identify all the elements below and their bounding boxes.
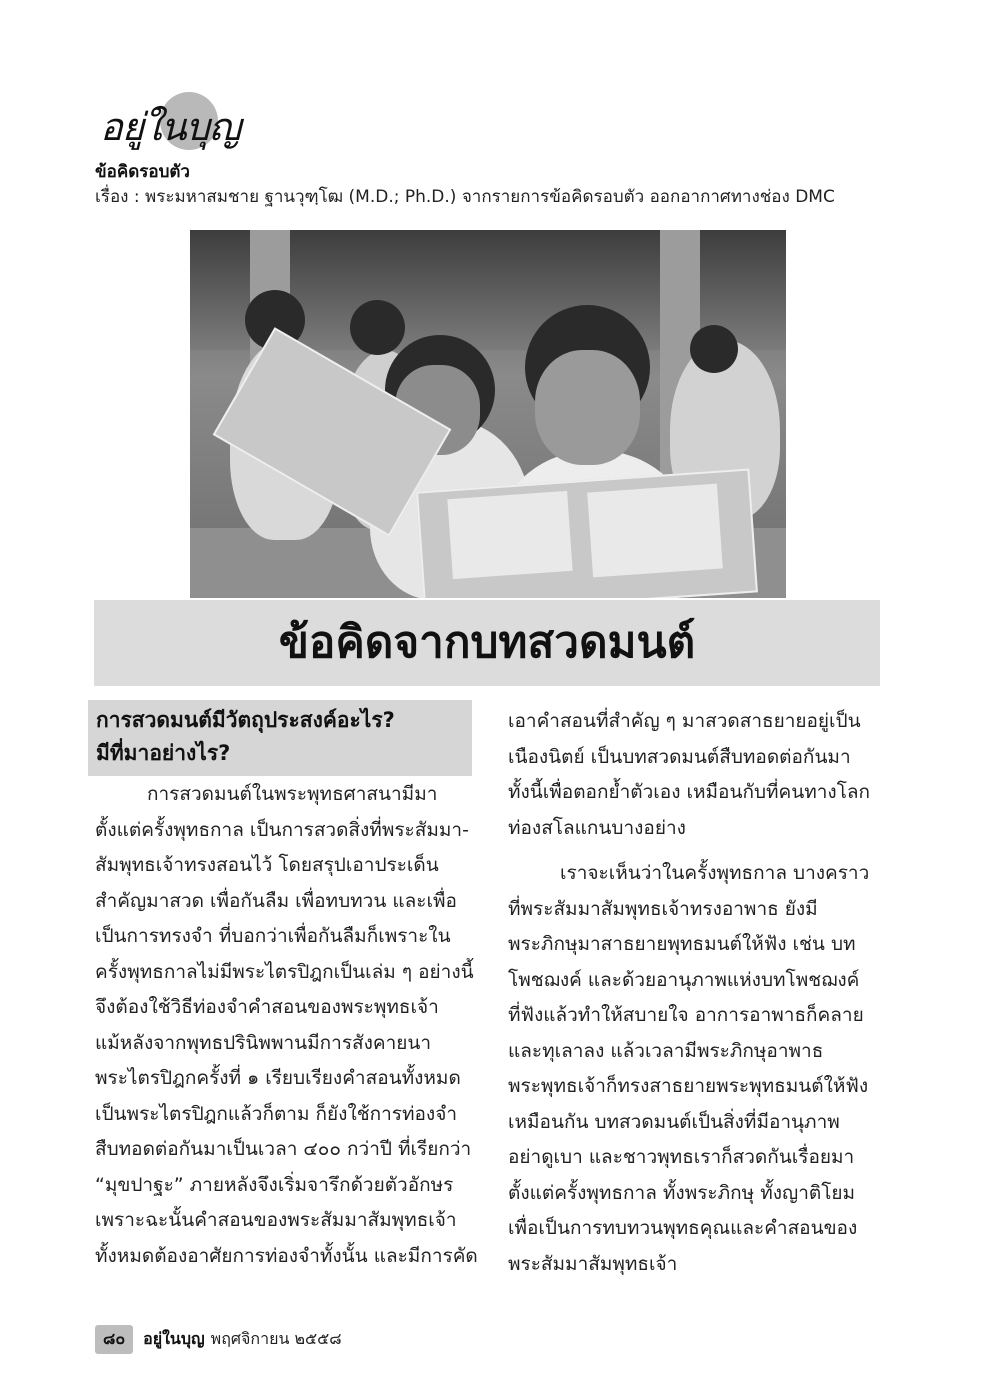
text-line: สัมพุทธเจ้าทรงสอนไว้ โดยสรุปเอาประเด็น [95, 854, 439, 876]
question-line: การสวดมนต์มีวัตถุประสงค์อะไร? [96, 708, 395, 732]
text-line: พระภิกษุมาสาธยายพุทธมนต์ให้ฟัง เช่น บท [508, 933, 856, 955]
right-column [508, 704, 888, 1282]
text-line: “มุขปาฐะ” ภายหลังจึงเริ่มจารึกด้วยตัวอักษร [95, 1173, 454, 1196]
text-line: สืบทอดต่อกันมาเป็นเวลา ๔๐๐ กว่าปี ที่เรียกว่า [95, 1138, 472, 1160]
issue-date: พฤศจิกายน ๒๕๕๘ [210, 1329, 342, 1348]
text-line: ที่ฟังแล้วทำให้สบายใจ อาการอาพาธก็คลาย [508, 1004, 864, 1026]
text-line: แม้หลังจากพุทธปรินิพพานมีการสังคายนา [95, 1031, 432, 1054]
question-heading [96, 704, 476, 770]
article-photo [190, 230, 786, 598]
text-line: เพราะฉะนั้นคำสอนของพระสัมมาสัมพุทธเจ้า [95, 1209, 457, 1231]
text-line: พระไตรปิฎกครั้งที่ ๑ เรียบเรียงคำสอนทั้งหมด [95, 1067, 461, 1089]
text-line: เพื่อเป็นการทบทวนพุทธคุณและคำสอนของ [508, 1217, 858, 1239]
article-title: ข้อคิดจากบทสวดมนต์ [278, 617, 696, 668]
text-line: พระพุทธเจ้าก็ทรงสาธยายพระพุทธมนต์ให้ฟัง [508, 1075, 869, 1097]
text-line: อย่าดูเบา และชาวพุทธเราก็สวดกันเรื่อยมา [508, 1146, 855, 1168]
text-line: จึงต้องใช้วิธีท่องจำคำสอนของพระพุทธเจ้า [95, 996, 439, 1018]
text-line: โพชฌงค์ และด้วยอานุภาพแห่งบทโพชฌงค์ [508, 968, 860, 991]
text-line: ที่พระสัมมาสัมพุทธเจ้าทรงอาพาธ ยังมี [508, 897, 818, 920]
text-line: เนืองนิตย์ เป็นบทสวดมนต์สืบทอดต่อกันมา [508, 745, 851, 768]
page-footer [95, 1325, 342, 1354]
text-line: เหมือนกัน บทสวดมนต์เป็นสิ่งที่มีอานุภาพ [508, 1110, 840, 1133]
magazine-logo: อยู่ในบุญ [100, 105, 241, 149]
magazine-name: อยู่ในบุญ [143, 1329, 205, 1348]
text-line: ท่องสโลแกนบางอย่าง [508, 816, 686, 839]
text-line: ทั้งหมดต้องอาศัยการท่องจำทั้งนั้น และมีการคัด [95, 1244, 478, 1267]
text-line: การสวดมนต์ในพระพุทธศาสนามีมา [147, 783, 438, 805]
text-line: ตั้งแต่ครั้งพุทธกาล ทั้งพระภิกษุ ทั้งญาติโยม [508, 1181, 856, 1204]
text-line: เป็นพระไตรปิฎกแล้วก็ตาม ก็ยังใช้การท่องจำ [95, 1102, 458, 1125]
text-line: ตั้งแต่ครั้งพุทธกาล เป็นการสวดสิ่งที่พระสัมมา- [95, 818, 469, 841]
text-line: ทั้งนี้เพื่อตอกย้ำตัวเอง เหมือนกับที่คนทางโลก [508, 781, 871, 803]
text-line: เป็นการทรงจำ ที่บอกว่าเพื่อกันลืมก็เพราะใน [95, 925, 451, 947]
section-label: ข้อคิดรอบตัว [95, 162, 190, 182]
question-line: มีที่มาอย่างไร? [96, 741, 231, 765]
text-line: พระสัมมาสัมพุทธเจ้า [508, 1252, 678, 1275]
left-column [95, 777, 478, 1274]
page-number: ๘๐ [95, 1325, 133, 1354]
text-line: เราจะเห็นว่าในครั้งพุทธกาล บางคราว [560, 862, 870, 884]
text-line: สำคัญมาสวด เพื่อกันลืม เพื่อทบทวน และเพื่อ [95, 889, 457, 912]
text-line: และทุเลาลง แล้วเวลามีพระภิกษุอาพาธ [508, 1039, 824, 1062]
text-line: ครั้งพุทธกาลไม่มีพระไตรปิฎกเป็นเล่ม ๆ อย่างนี้ [95, 960, 474, 983]
byline: เรื่อง : พระมหาสมชาย ฐานวุฑฺโฒ (M.D.; Ph.D.) จากรายการข้อคิดรอบตัว ออกอากาศทางช่อง DMC [95, 187, 835, 207]
text-line: เอาคำสอนที่สำคัญ ๆ มาสวดสาธยายอยู่เป็น [508, 710, 861, 732]
